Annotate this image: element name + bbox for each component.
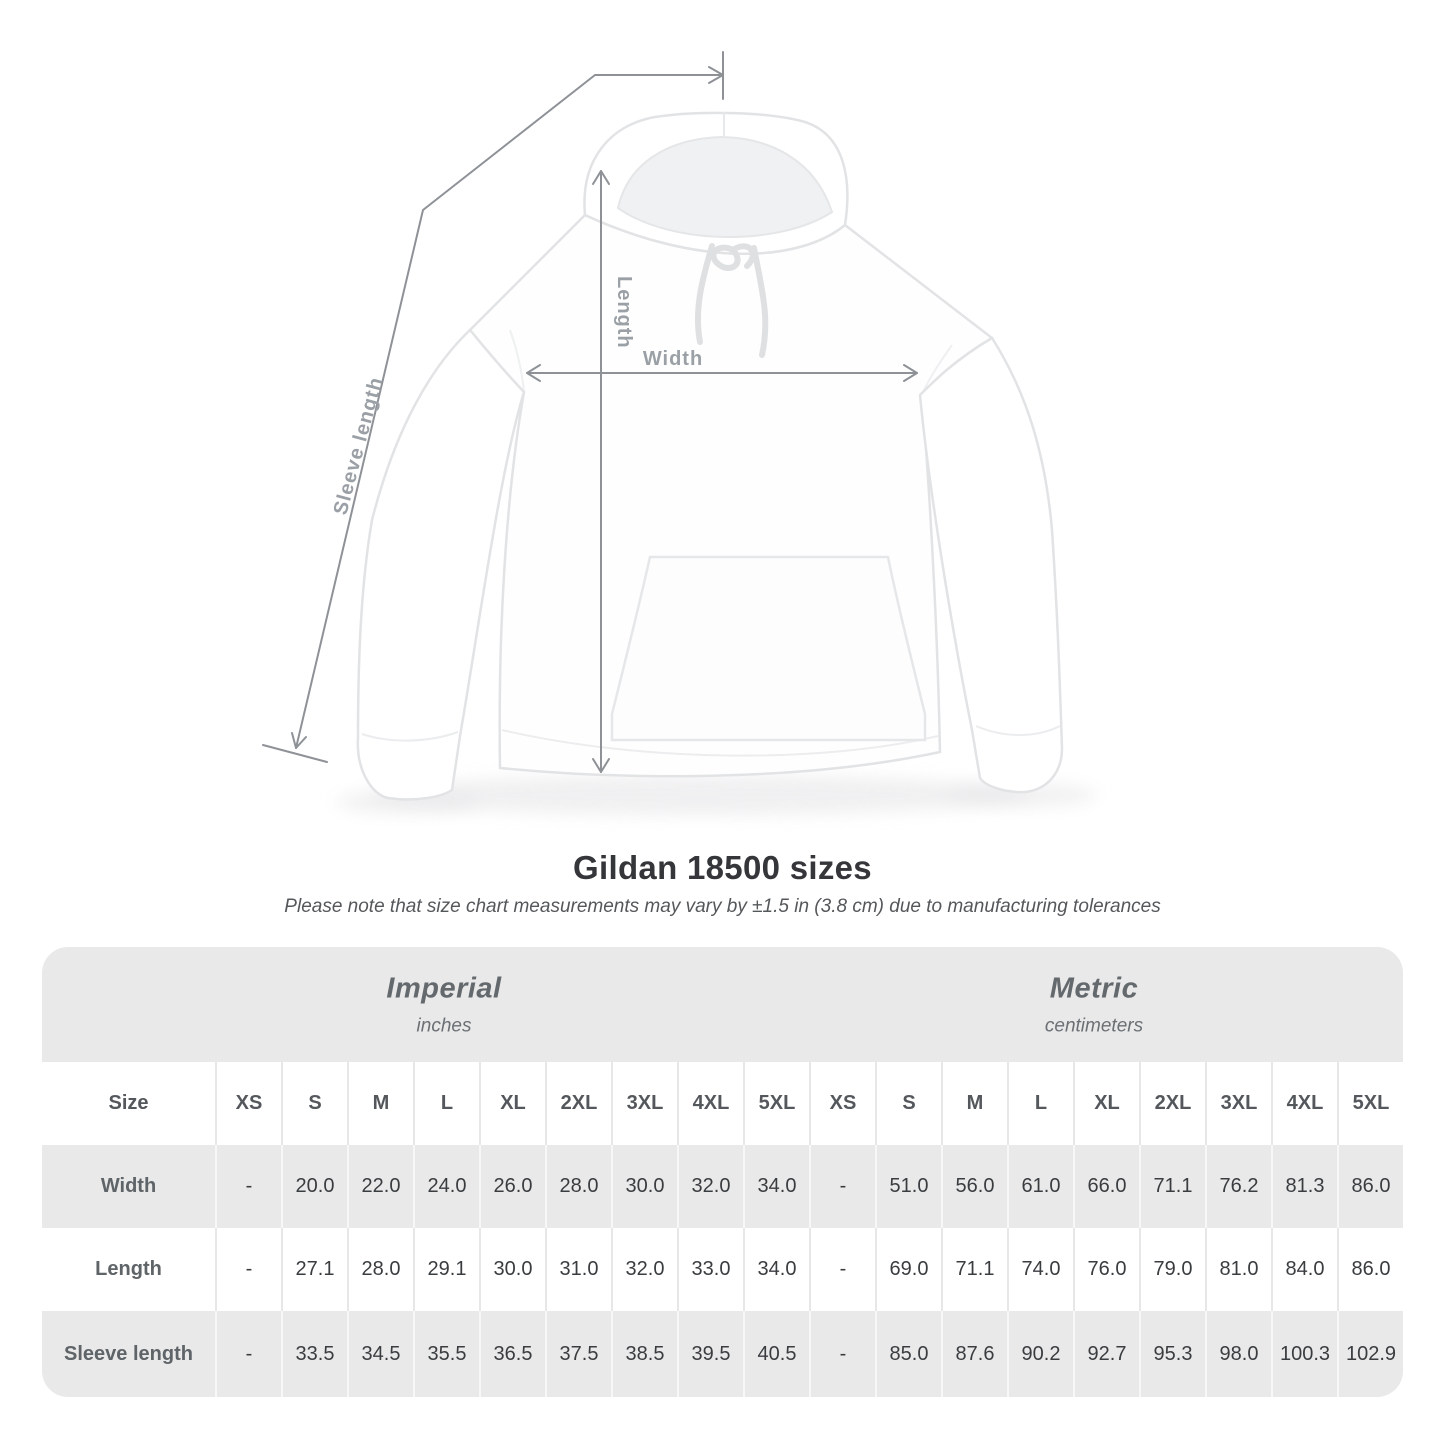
right-sleeve xyxy=(920,338,1062,792)
cell-value: 29.1 xyxy=(413,1228,479,1311)
cell-value: 40.5 xyxy=(743,1311,809,1397)
cell-value: 95.3 xyxy=(1139,1311,1205,1397)
cell-value: 86.0 xyxy=(1337,1145,1403,1228)
sleeve-length-label: Sleeve length xyxy=(329,374,388,518)
cell-value: 51.0 xyxy=(875,1145,941,1228)
cell-value: 85.0 xyxy=(875,1311,941,1397)
cell-value: 90.2 xyxy=(1007,1311,1073,1397)
units-band xyxy=(42,947,1403,1062)
cell-value: 28.0 xyxy=(347,1228,413,1311)
col-header: S xyxy=(875,1062,941,1145)
cell-value: 34.0 xyxy=(743,1228,809,1311)
cell-value: 61.0 xyxy=(1007,1145,1073,1228)
cell-value: 100.3 xyxy=(1271,1311,1337,1397)
cell-value: 24.0 xyxy=(413,1145,479,1228)
cell-value: - xyxy=(215,1311,281,1397)
cell-value: 28.0 xyxy=(545,1145,611,1228)
cell-value: 27.1 xyxy=(281,1228,347,1311)
imperial-title: Imperial xyxy=(386,972,502,1004)
cell-value: 22.0 xyxy=(347,1145,413,1228)
cell-value: 30.0 xyxy=(479,1228,545,1311)
col-header: L xyxy=(1007,1062,1073,1145)
page-title: Gildan 18500 sizes xyxy=(573,849,872,886)
cell-value: 34.0 xyxy=(743,1145,809,1228)
cell-value: 69.0 xyxy=(875,1228,941,1311)
cell-value: 86.0 xyxy=(1337,1228,1403,1311)
kangaroo-pocket xyxy=(612,557,925,740)
cell-value: 102.9 xyxy=(1337,1311,1403,1397)
cell-value: 34.5 xyxy=(347,1311,413,1397)
cell-value: 79.0 xyxy=(1139,1228,1205,1311)
col-header: 5XL xyxy=(743,1062,809,1145)
cell-value: 38.5 xyxy=(611,1311,677,1397)
row-label: Length xyxy=(42,1228,215,1311)
cell-value: 66.0 xyxy=(1073,1145,1139,1228)
cell-value: 76.2 xyxy=(1205,1145,1271,1228)
col-header: 3XL xyxy=(1205,1062,1271,1145)
col-header: XS xyxy=(809,1062,875,1145)
col-header: 5XL xyxy=(1337,1062,1403,1145)
tolerance-note: Please note that size chart measurements may vary by ±1.5 in (3.8 cm) due to manufacturing tolerances xyxy=(284,896,1161,917)
cell-value: 32.0 xyxy=(677,1145,743,1228)
cell-value: 56.0 xyxy=(941,1145,1007,1228)
cell-value: 30.0 xyxy=(611,1145,677,1228)
cell-value: - xyxy=(215,1145,281,1228)
cell-value: 37.5 xyxy=(545,1311,611,1397)
cell-value: - xyxy=(215,1228,281,1311)
cell-value: 26.0 xyxy=(479,1145,545,1228)
col-header: XL xyxy=(1073,1062,1139,1145)
size-column-header: Size xyxy=(42,1062,215,1145)
hoodie-illustration xyxy=(336,112,1097,815)
col-header: 4XL xyxy=(1271,1062,1337,1145)
imperial-section-header xyxy=(386,972,501,1037)
metric-section-header xyxy=(1045,972,1143,1037)
col-header: XS xyxy=(215,1062,281,1145)
cell-value: 81.3 xyxy=(1271,1145,1337,1228)
row-label: Sleeve length xyxy=(42,1311,215,1397)
col-header: M xyxy=(347,1062,413,1145)
cell-value: 76.0 xyxy=(1073,1228,1139,1311)
col-header: M xyxy=(941,1062,1007,1145)
cell-value: 71.1 xyxy=(941,1228,1007,1311)
metric-title: Metric xyxy=(1049,972,1139,1004)
cell-value: 98.0 xyxy=(1205,1311,1271,1397)
metric-unit: centimeters xyxy=(1044,1015,1144,1036)
cell-value: 92.7 xyxy=(1073,1311,1139,1397)
cell-value: 35.5 xyxy=(413,1311,479,1397)
cell-value: 32.0 xyxy=(611,1228,677,1311)
cell-value: 84.0 xyxy=(1271,1228,1337,1311)
col-header: 2XL xyxy=(1139,1062,1205,1145)
cell-value: 20.0 xyxy=(281,1145,347,1228)
cell-value: 39.5 xyxy=(677,1311,743,1397)
cell-value: 33.0 xyxy=(677,1228,743,1311)
cell-value: 31.0 xyxy=(545,1228,611,1311)
width-label: Width xyxy=(642,348,704,370)
col-header: L xyxy=(413,1062,479,1145)
col-header: 2XL xyxy=(545,1062,611,1145)
size-chart-table xyxy=(42,947,1403,1397)
col-header: 3XL xyxy=(611,1062,677,1145)
cell-value: 87.6 xyxy=(941,1311,1007,1397)
cell-value: - xyxy=(809,1228,875,1311)
cell-value: 81.0 xyxy=(1205,1228,1271,1311)
cell-value: 74.0 xyxy=(1007,1228,1073,1311)
cell-value: - xyxy=(809,1145,875,1228)
length-label: Length xyxy=(613,276,635,349)
col-header: S xyxy=(281,1062,347,1145)
imperial-unit: inches xyxy=(416,1015,472,1036)
cell-value: 71.1 xyxy=(1139,1145,1205,1228)
cell-value: - xyxy=(809,1311,875,1397)
col-header: XL xyxy=(479,1062,545,1145)
cell-value: 36.5 xyxy=(479,1311,545,1397)
cell-value: 33.5 xyxy=(281,1311,347,1397)
row-label: Width xyxy=(42,1145,215,1228)
col-header: 4XL xyxy=(677,1062,743,1145)
garment-shadow xyxy=(370,775,1030,815)
